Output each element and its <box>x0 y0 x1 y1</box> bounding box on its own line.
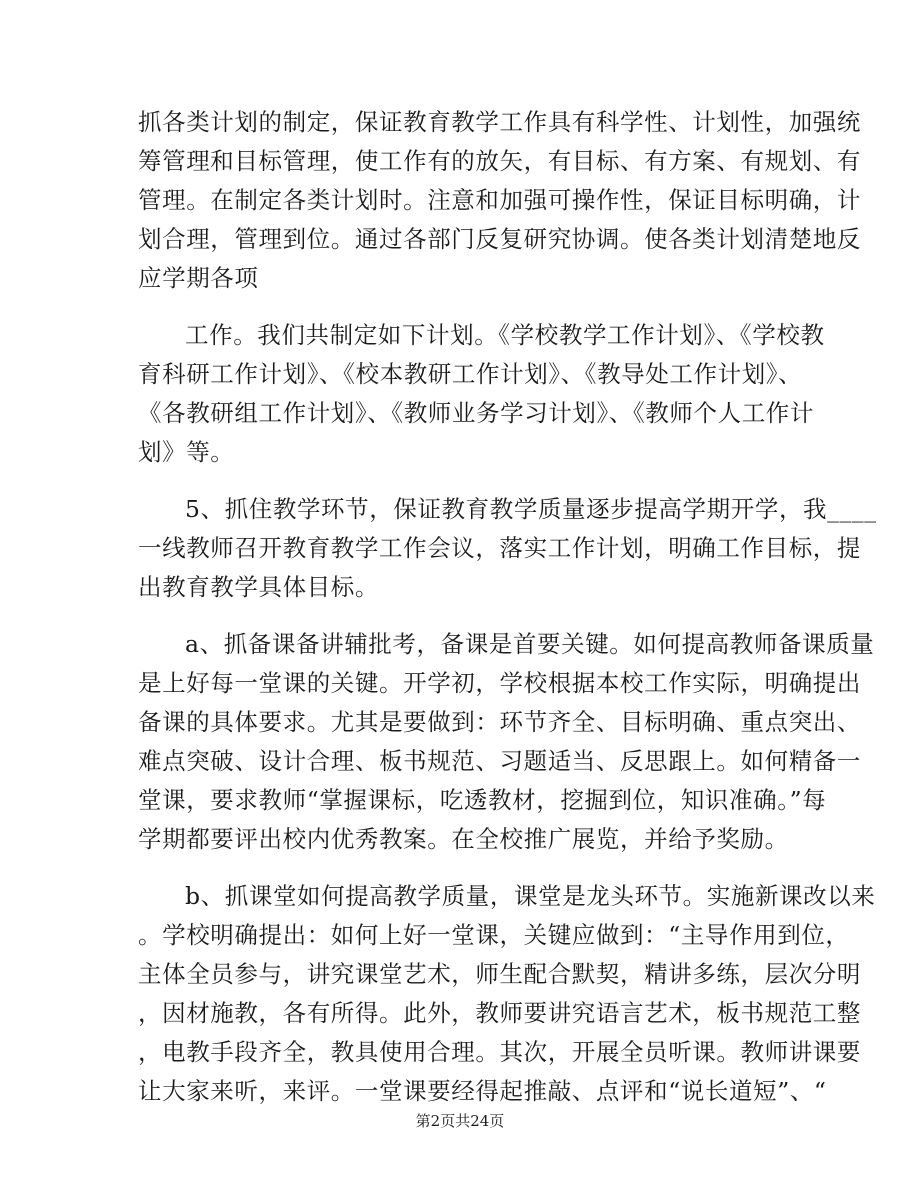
paragraph-planning <box>138 103 861 298</box>
text-line: ，电教手段齐全，教具使用合理。其次，开展全员听课。教师讲课要 <box>138 1038 861 1066</box>
text-line: 管理。在制定各类计划时。注意和加强可操作性，保证目标明确，计 <box>138 186 861 214</box>
text-line: 抓各类计划的制定，保证教育教学工作具有科学性、计划性，加强统 <box>138 108 861 136</box>
text-line: 《各教研组工作计划》、《教师业务学习计划》、《教师个人工作计 <box>138 399 814 427</box>
page-number-footer: 第2页共24页 <box>415 1112 505 1130</box>
text-line: 难点突破、设计合理、板书规范、习题适当、反思跟上。如何精备一 <box>138 747 861 775</box>
text-line: 让大家来听，来评。一堂课要经得起推敲、点评和“说长道短”、“ <box>138 1077 827 1105</box>
text-line: 划合理，管理到位。通过各部门反复研究协调。使各类计划清楚地反 <box>138 225 861 253</box>
paragraph-plans-list <box>138 316 825 472</box>
paragraph-teaching-links <box>138 490 877 607</box>
paragraph-classroom <box>138 877 876 1111</box>
text-line: 划》等。 <box>138 438 235 466</box>
text-line: 5、抓住教学环节，保证教育教学质量逐步提高学期开学，我____ <box>185 495 877 523</box>
text-line: 筹管理和目标管理，使工作有的放矢，有目标、有方案、有规划、有 <box>138 147 861 175</box>
text-line: 是上好每一堂课的关键。开学初，学校根据本校工作实际，明确提出 <box>138 669 861 697</box>
text-line: 备课的具体要求。尤其是要做到：环节齐全、目标明确、重点突出、 <box>138 708 861 736</box>
paragraph-lesson-prep <box>138 625 875 859</box>
text-line: 。学校明确提出：如何上好一堂课，关键应做到：“主导作用到位， <box>138 921 850 949</box>
text-line: 应学期各项 <box>138 264 259 292</box>
text-line: 堂课，要求教师“掌握课标，吃透教材，挖掘到位，知识准确。”每 <box>138 786 827 814</box>
paragraph-gap <box>138 472 778 490</box>
paragraph-gap <box>138 859 778 877</box>
paragraph-gap <box>138 298 778 316</box>
text-line: a、抓备课备讲辅批考，备课是首要关键。如何提高教师备课质量 <box>185 630 875 658</box>
text-line: ，因材施教，各有所得。此外，教师要讲究语言艺术，板书规范工整 <box>138 999 861 1027</box>
text-line: 学期都要评出校内优秀教案。在全校推广展览，并给予奖励。 <box>138 825 789 853</box>
text-line: 出教育教学具体目标。 <box>138 573 379 601</box>
paragraph-gap <box>138 607 778 625</box>
text-line: 育科研工作计划》、《校本教研工作计划》、《教导处工作计划》、 <box>138 360 803 388</box>
document-body <box>138 103 877 1111</box>
text-line: 主体全员参与，讲究课堂艺术，师生配合默契，精讲多练，层次分明 <box>138 960 861 988</box>
text-line: 一线教师召开教育教学工作会议，落实工作计划，明确工作目标，提 <box>138 534 861 562</box>
text-line: 工作。我们共制定如下计划。《学校教学工作计划》、《学校教 <box>185 321 825 349</box>
text-line: b、抓课堂如何提高教学质量，课堂是龙头环节。实施新课改以来 <box>185 882 876 910</box>
